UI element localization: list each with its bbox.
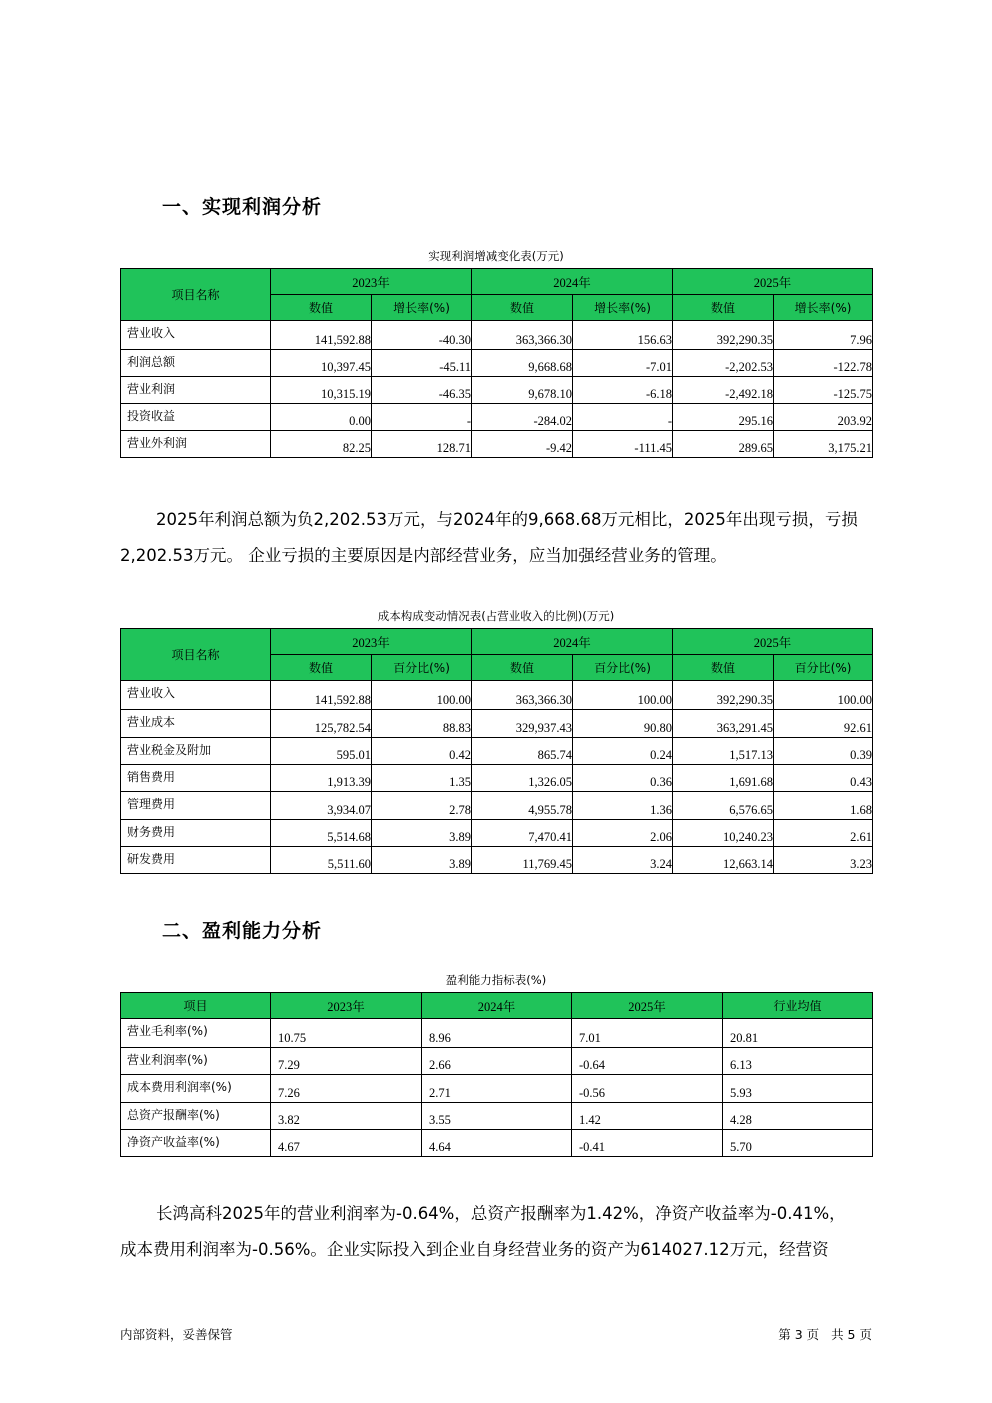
table-row bbox=[121, 792, 873, 820]
cell: 1.36 bbox=[573, 792, 673, 820]
cell: 7.29 bbox=[271, 1048, 422, 1075]
cell: 6,576.65 bbox=[673, 792, 774, 820]
cell: 1.68 bbox=[774, 792, 873, 820]
header-year: 2024年 bbox=[472, 269, 673, 295]
cell: 4,955.78 bbox=[472, 792, 573, 820]
cell: 92.61 bbox=[774, 710, 873, 738]
cell: -40.30 bbox=[372, 321, 472, 350]
cell: 2.61 bbox=[774, 820, 873, 847]
cell: 156.63 bbox=[573, 321, 673, 350]
row-name: 营业成本 bbox=[121, 710, 271, 738]
cell: -0.64 bbox=[572, 1048, 723, 1075]
row-name: 成本费用利润率(%) bbox=[121, 1075, 271, 1103]
row-name: 营业收入 bbox=[121, 681, 271, 710]
header-industry-avg: 行业均值 bbox=[723, 993, 873, 1019]
header-year: 2023年 bbox=[271, 269, 472, 295]
header-year: 2025年 bbox=[673, 629, 873, 655]
cell: 5,511.60 bbox=[271, 847, 372, 874]
table-row bbox=[121, 1130, 873, 1157]
row-name: 销售费用 bbox=[121, 765, 271, 792]
cell: 100.00 bbox=[573, 681, 673, 710]
cell: -7.01 bbox=[573, 350, 673, 377]
cell: 363,291.45 bbox=[673, 710, 774, 738]
table-row bbox=[121, 765, 873, 792]
section-title-profit: 一、实现利润分析 bbox=[162, 196, 323, 218]
header-sub: 增长率(%) bbox=[573, 295, 673, 321]
section-title-profitability: 二、盈利能力分析 bbox=[162, 920, 323, 942]
row-name: 投资收益 bbox=[121, 404, 271, 431]
paragraph-line: 长鸿高科2025年的营业利润率为-0.64%，总资产报酬率为1.42%，净资产收益率为-0.41%， bbox=[156, 1204, 846, 1223]
header-sub: 百分比(%) bbox=[372, 655, 472, 681]
cell: 0.36 bbox=[573, 765, 673, 792]
table-row bbox=[121, 321, 873, 350]
paragraph-line: 2025年利润总额为负2,202.53万元，与2024年的9,668.68万元相比，2025年出现亏损，亏损 bbox=[156, 510, 858, 529]
row-name: 营业税金及附加 bbox=[121, 738, 271, 765]
cell: 363,366.30 bbox=[472, 681, 573, 710]
cell: 2.66 bbox=[422, 1048, 572, 1075]
paragraph-line: 成本费用利润率为-0.56%。企业实际投入到企业自身经营业务的资产为614027.12万元，经营资 bbox=[120, 1240, 829, 1259]
row-name: 管理费用 bbox=[121, 792, 271, 820]
header-year: 2024年 bbox=[472, 629, 673, 655]
cell: 6.13 bbox=[723, 1048, 873, 1075]
cell: 1.35 bbox=[372, 765, 472, 792]
cell: 5.93 bbox=[723, 1075, 873, 1103]
cell: 1,913.39 bbox=[271, 765, 372, 792]
cell: -45.11 bbox=[372, 350, 472, 377]
cell: -6.18 bbox=[573, 377, 673, 404]
cell: 0.00 bbox=[271, 404, 372, 431]
cell: - bbox=[573, 404, 673, 431]
table-row bbox=[121, 431, 873, 458]
cell: -122.78 bbox=[774, 350, 873, 377]
header-item-name: 项目名称 bbox=[121, 269, 271, 321]
row-name: 营业收入 bbox=[121, 321, 271, 350]
cell: 289.65 bbox=[673, 431, 774, 458]
table-row bbox=[121, 847, 873, 874]
cell: -284.02 bbox=[472, 404, 573, 431]
row-name: 净资产收益率(%) bbox=[121, 1130, 271, 1157]
cell: 3.89 bbox=[372, 847, 472, 874]
table3-caption: 盈利能力指标表(%) bbox=[445, 973, 547, 987]
table-row bbox=[121, 1075, 873, 1103]
cell: 0.43 bbox=[774, 765, 873, 792]
cell: 1,691.68 bbox=[673, 765, 774, 792]
cell: - bbox=[372, 404, 472, 431]
cell: 7,470.41 bbox=[472, 820, 573, 847]
cell: 100.00 bbox=[774, 681, 873, 710]
profitability-ratio-table bbox=[120, 992, 873, 1157]
cell: 3.89 bbox=[372, 820, 472, 847]
header-sub: 增长率(%) bbox=[774, 295, 873, 321]
table-row bbox=[121, 350, 873, 377]
cell: 392,290.35 bbox=[673, 681, 774, 710]
cell: 2.71 bbox=[422, 1075, 572, 1103]
cell: -0.56 bbox=[572, 1075, 723, 1103]
header-sub: 数值 bbox=[472, 295, 573, 321]
footer-confidential-note: 内部资料，妥善保管 bbox=[120, 1327, 233, 1342]
cell: 141,592.88 bbox=[271, 321, 372, 350]
table-row bbox=[121, 404, 873, 431]
cell: 5.70 bbox=[723, 1130, 873, 1157]
row-name: 营业利润 bbox=[121, 377, 271, 404]
row-name: 营业外利润 bbox=[121, 431, 271, 458]
cell: 90.80 bbox=[573, 710, 673, 738]
footer-page-number: 第 3 页 共 5 页 bbox=[778, 1327, 872, 1342]
cell: 3.82 bbox=[271, 1103, 422, 1130]
table-row bbox=[121, 1048, 873, 1075]
row-name: 研发费用 bbox=[121, 847, 271, 874]
profit-analysis-paragraph bbox=[120, 502, 872, 574]
cell: 141,592.88 bbox=[271, 681, 372, 710]
row-name: 营业毛利率(%) bbox=[121, 1019, 271, 1048]
header-sub: 数值 bbox=[673, 655, 774, 681]
cell: -111.45 bbox=[573, 431, 673, 458]
cell: 20.81 bbox=[723, 1019, 873, 1048]
header-sub: 百分比(%) bbox=[573, 655, 673, 681]
cell: 9,678.10 bbox=[472, 377, 573, 404]
header-sub: 数值 bbox=[271, 655, 372, 681]
cell: 10,315.19 bbox=[271, 377, 372, 404]
cell: 4.67 bbox=[271, 1130, 422, 1157]
cell: 2.06 bbox=[573, 820, 673, 847]
table-row bbox=[121, 820, 873, 847]
cell: 9,668.68 bbox=[472, 350, 573, 377]
profit-change-table bbox=[120, 268, 873, 458]
cell: 10,240.23 bbox=[673, 820, 774, 847]
cell: 865.74 bbox=[472, 738, 573, 765]
cell: 1.42 bbox=[572, 1103, 723, 1130]
header-year: 2024年 bbox=[422, 993, 572, 1019]
cell: 3.23 bbox=[774, 847, 873, 874]
header-year: 2023年 bbox=[271, 993, 422, 1019]
table-row bbox=[121, 1103, 873, 1130]
cell: 125,782.54 bbox=[271, 710, 372, 738]
cell: 363,366.30 bbox=[472, 321, 573, 350]
header-item: 项目 bbox=[121, 993, 271, 1019]
cell: 11,769.45 bbox=[472, 847, 573, 874]
header-item-name: 项目名称 bbox=[121, 629, 271, 681]
row-name: 财务费用 bbox=[121, 820, 271, 847]
cell: 82.25 bbox=[271, 431, 372, 458]
header-year: 2023年 bbox=[271, 629, 472, 655]
table1-caption: 实现利润增减变化表(万元) bbox=[428, 249, 564, 263]
header-year: 2025年 bbox=[572, 993, 723, 1019]
cell: 3.55 bbox=[422, 1103, 572, 1130]
cell: -46.35 bbox=[372, 377, 472, 404]
cell: -2,492.18 bbox=[673, 377, 774, 404]
table-row bbox=[121, 710, 873, 738]
cell: 0.42 bbox=[372, 738, 472, 765]
cost-structure-table bbox=[120, 628, 873, 874]
cell: 595.01 bbox=[271, 738, 372, 765]
header-sub: 百分比(%) bbox=[774, 655, 873, 681]
table-row bbox=[121, 681, 873, 710]
header-sub: 数值 bbox=[271, 295, 372, 321]
cell: 203.92 bbox=[774, 404, 873, 431]
paragraph-line: 2,202.53万元。 企业亏损的主要原因是内部经营业务，应当加强经营业务的管理。 bbox=[120, 546, 727, 565]
cell: 10.75 bbox=[271, 1019, 422, 1048]
cell: 12,663.14 bbox=[673, 847, 774, 874]
cell: 7.96 bbox=[774, 321, 873, 350]
cell: 3,175.21 bbox=[774, 431, 873, 458]
profitability-analysis-paragraph bbox=[120, 1196, 872, 1268]
table-row bbox=[121, 1019, 873, 1048]
row-name: 利润总额 bbox=[121, 350, 271, 377]
cell: 392,290.35 bbox=[673, 321, 774, 350]
cell: 0.24 bbox=[573, 738, 673, 765]
cell: 5,514.68 bbox=[271, 820, 372, 847]
cell: 4.28 bbox=[723, 1103, 873, 1130]
row-name: 营业利润率(%) bbox=[121, 1048, 271, 1075]
cell: 1,326.05 bbox=[472, 765, 573, 792]
cell: -9.42 bbox=[472, 431, 573, 458]
cell: 100.00 bbox=[372, 681, 472, 710]
cell: -2,202.53 bbox=[673, 350, 774, 377]
cell: 329,937.43 bbox=[472, 710, 573, 738]
cell: -125.75 bbox=[774, 377, 873, 404]
cell: 88.83 bbox=[372, 710, 472, 738]
table2-caption: 成本构成变动情况表(占营业收入的比例)(万元) bbox=[377, 609, 615, 623]
cell: 2.78 bbox=[372, 792, 472, 820]
header-sub: 数值 bbox=[673, 295, 774, 321]
cell: 8.96 bbox=[422, 1019, 572, 1048]
cell: 128.71 bbox=[372, 431, 472, 458]
cell: 0.39 bbox=[774, 738, 873, 765]
cell: 7.26 bbox=[271, 1075, 422, 1103]
table-row bbox=[121, 377, 873, 404]
cell: 10,397.45 bbox=[271, 350, 372, 377]
header-year: 2025年 bbox=[673, 269, 873, 295]
cell: 3,934.07 bbox=[271, 792, 372, 820]
cell: 7.01 bbox=[572, 1019, 723, 1048]
row-name: 总资产报酬率(%) bbox=[121, 1103, 271, 1130]
cell: 3.24 bbox=[573, 847, 673, 874]
header-sub: 数值 bbox=[472, 655, 573, 681]
header-sub: 增长率(%) bbox=[372, 295, 472, 321]
cell: 1,517.13 bbox=[673, 738, 774, 765]
table-row bbox=[121, 738, 873, 765]
cell: 295.16 bbox=[673, 404, 774, 431]
cell: 4.64 bbox=[422, 1130, 572, 1157]
cell: -0.41 bbox=[572, 1130, 723, 1157]
